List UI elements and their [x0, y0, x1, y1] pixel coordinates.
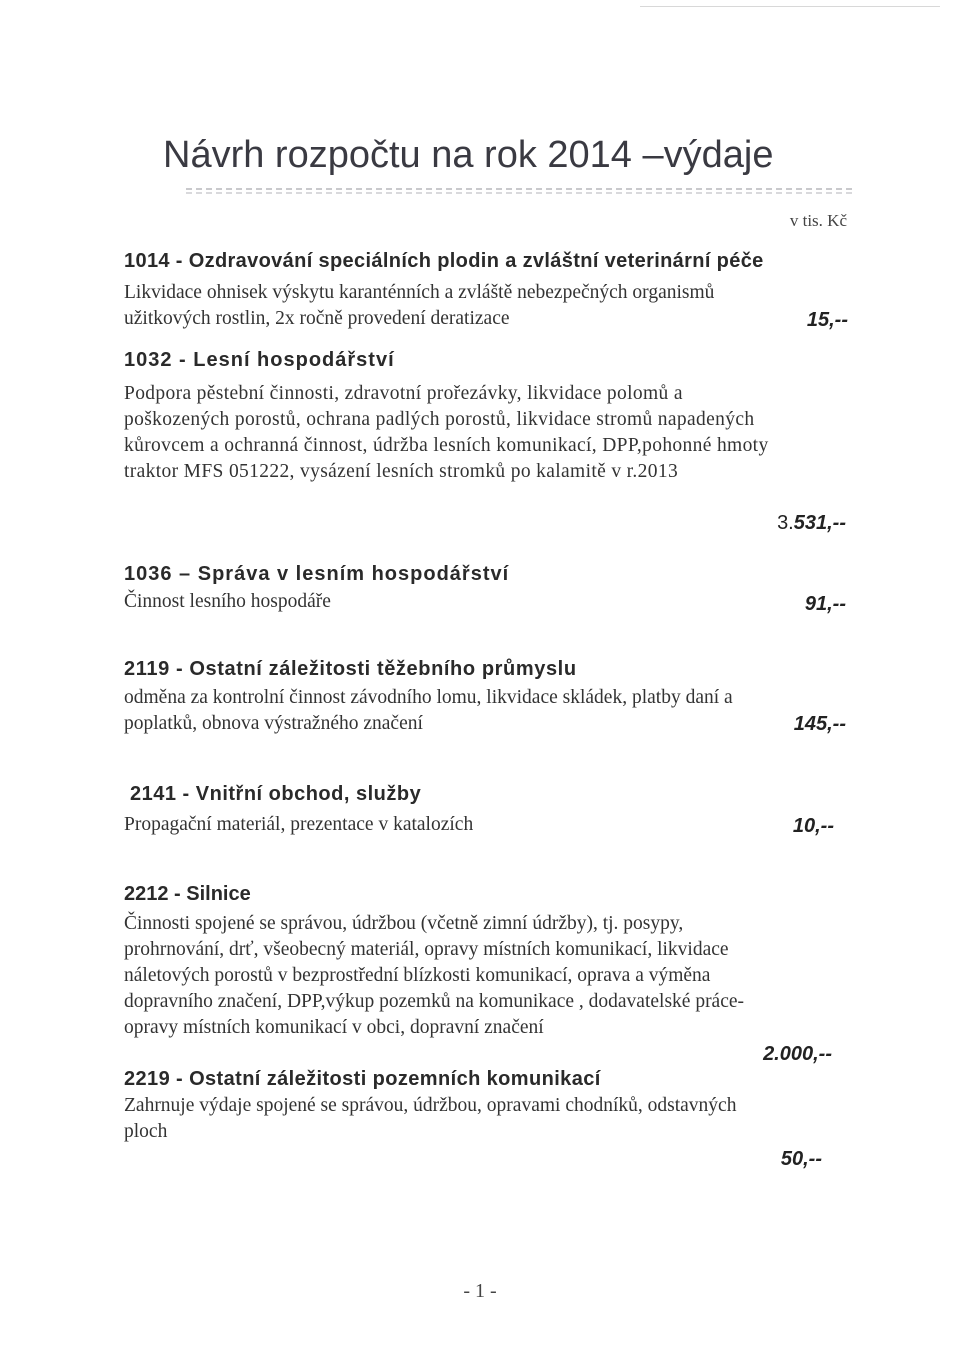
section-description [124, 1093, 736, 1145]
section-heading: 1032 - Lesní hospodářství [124, 349, 395, 371]
section-heading: 2141 - Vnitřní obchod, služby [130, 783, 422, 805]
section-description [124, 381, 769, 485]
section-description [124, 911, 744, 1041]
description-line: Zahrnuje výdaje spojené se správou, údržbou, opravami chodníků, odstavných [124, 1095, 737, 1116]
section-description [124, 685, 733, 737]
description-line: ploch [124, 1121, 168, 1142]
description-line: Podpora pěstební činnosti, zdravotní prořezávky, likvidace polomů a [124, 383, 683, 404]
page-title: Návrh rozpočtu na rok 2014 –výdaje [163, 134, 774, 176]
description-line: náletových porostů v bezprostřední blízkosti komunikací, oprava a výměna [124, 965, 711, 986]
section-amount: 91,-- [804, 593, 846, 615]
section-amount: 2.000,-- [763, 1043, 832, 1065]
title-underline [186, 188, 852, 194]
amount-value: 531,-- [793, 512, 846, 534]
scan-artifact-line [640, 6, 940, 7]
section-heading: 2119 - Ostatní záležitosti těžebního průmyslu [124, 658, 577, 680]
description-line: traktor MFS 051222, vysázení lesních stromků po kalamitě v r.2013 [124, 461, 679, 482]
description-line: poplatků, obnova výstražného značení [124, 713, 423, 734]
description-line: Činnosti spojené se správou, údržbou (včetně zimní údržby), tj. posypy, [124, 913, 684, 934]
description-line: užitkových rostlin, 2x ročně provedení deratizace [124, 308, 510, 329]
page-number: - 1 - [463, 1280, 497, 1302]
section-amount [777, 512, 846, 535]
description-line: Propagační materiál, prezentace v katalozích [124, 814, 474, 835]
section-amount: 15,-- [806, 309, 848, 331]
amount-prefix: 3. [777, 512, 794, 534]
description-line: opravy místních komunikací v obci, dopravní značení [124, 1017, 544, 1038]
section-heading: 2219 - Ostatní záležitosti pozemních komunikací [124, 1068, 601, 1090]
description-line: kůrovcem a ochranná činnost, údržba lesních komunikací, DPP,pohonné hmoty [124, 435, 769, 456]
description-line: odměna za kontrolní činnost závodního lomu, likvidace skládek, platby daní a [124, 687, 733, 708]
section-amount: 50,-- [780, 1148, 822, 1170]
section-heading: 1014 - Ozdravování speciálních plodin a zvláštní veterinární péče [124, 250, 764, 272]
section-amount: 10,-- [792, 815, 834, 837]
section-description [124, 589, 331, 615]
description-line: Činnost lesního hospodáře [124, 591, 331, 612]
section-heading: 2212 - Silnice [124, 883, 251, 905]
description-line: Likvidace ohnisek výskytu karanténních a zvláště nebezpečných organismů [124, 282, 715, 303]
section-amount: 145,-- [793, 713, 846, 735]
section-description [124, 280, 714, 332]
description-line: dopravního značení, DPP,výkup pozemků na komunikace , dodavatelské práce- [124, 991, 745, 1012]
unit-note: v tis. Kč [789, 211, 847, 230]
description-line: poškozených porostů, ochrana padlých porostů, likvidace stromů napadených [124, 409, 755, 430]
section-description [124, 812, 473, 838]
description-line: prohrnování, drť, všeobecný materiál, opravy místních komunikací, likvidace [124, 939, 729, 960]
section-heading: 1036 – Správa v lesním hospodářství [124, 563, 510, 585]
